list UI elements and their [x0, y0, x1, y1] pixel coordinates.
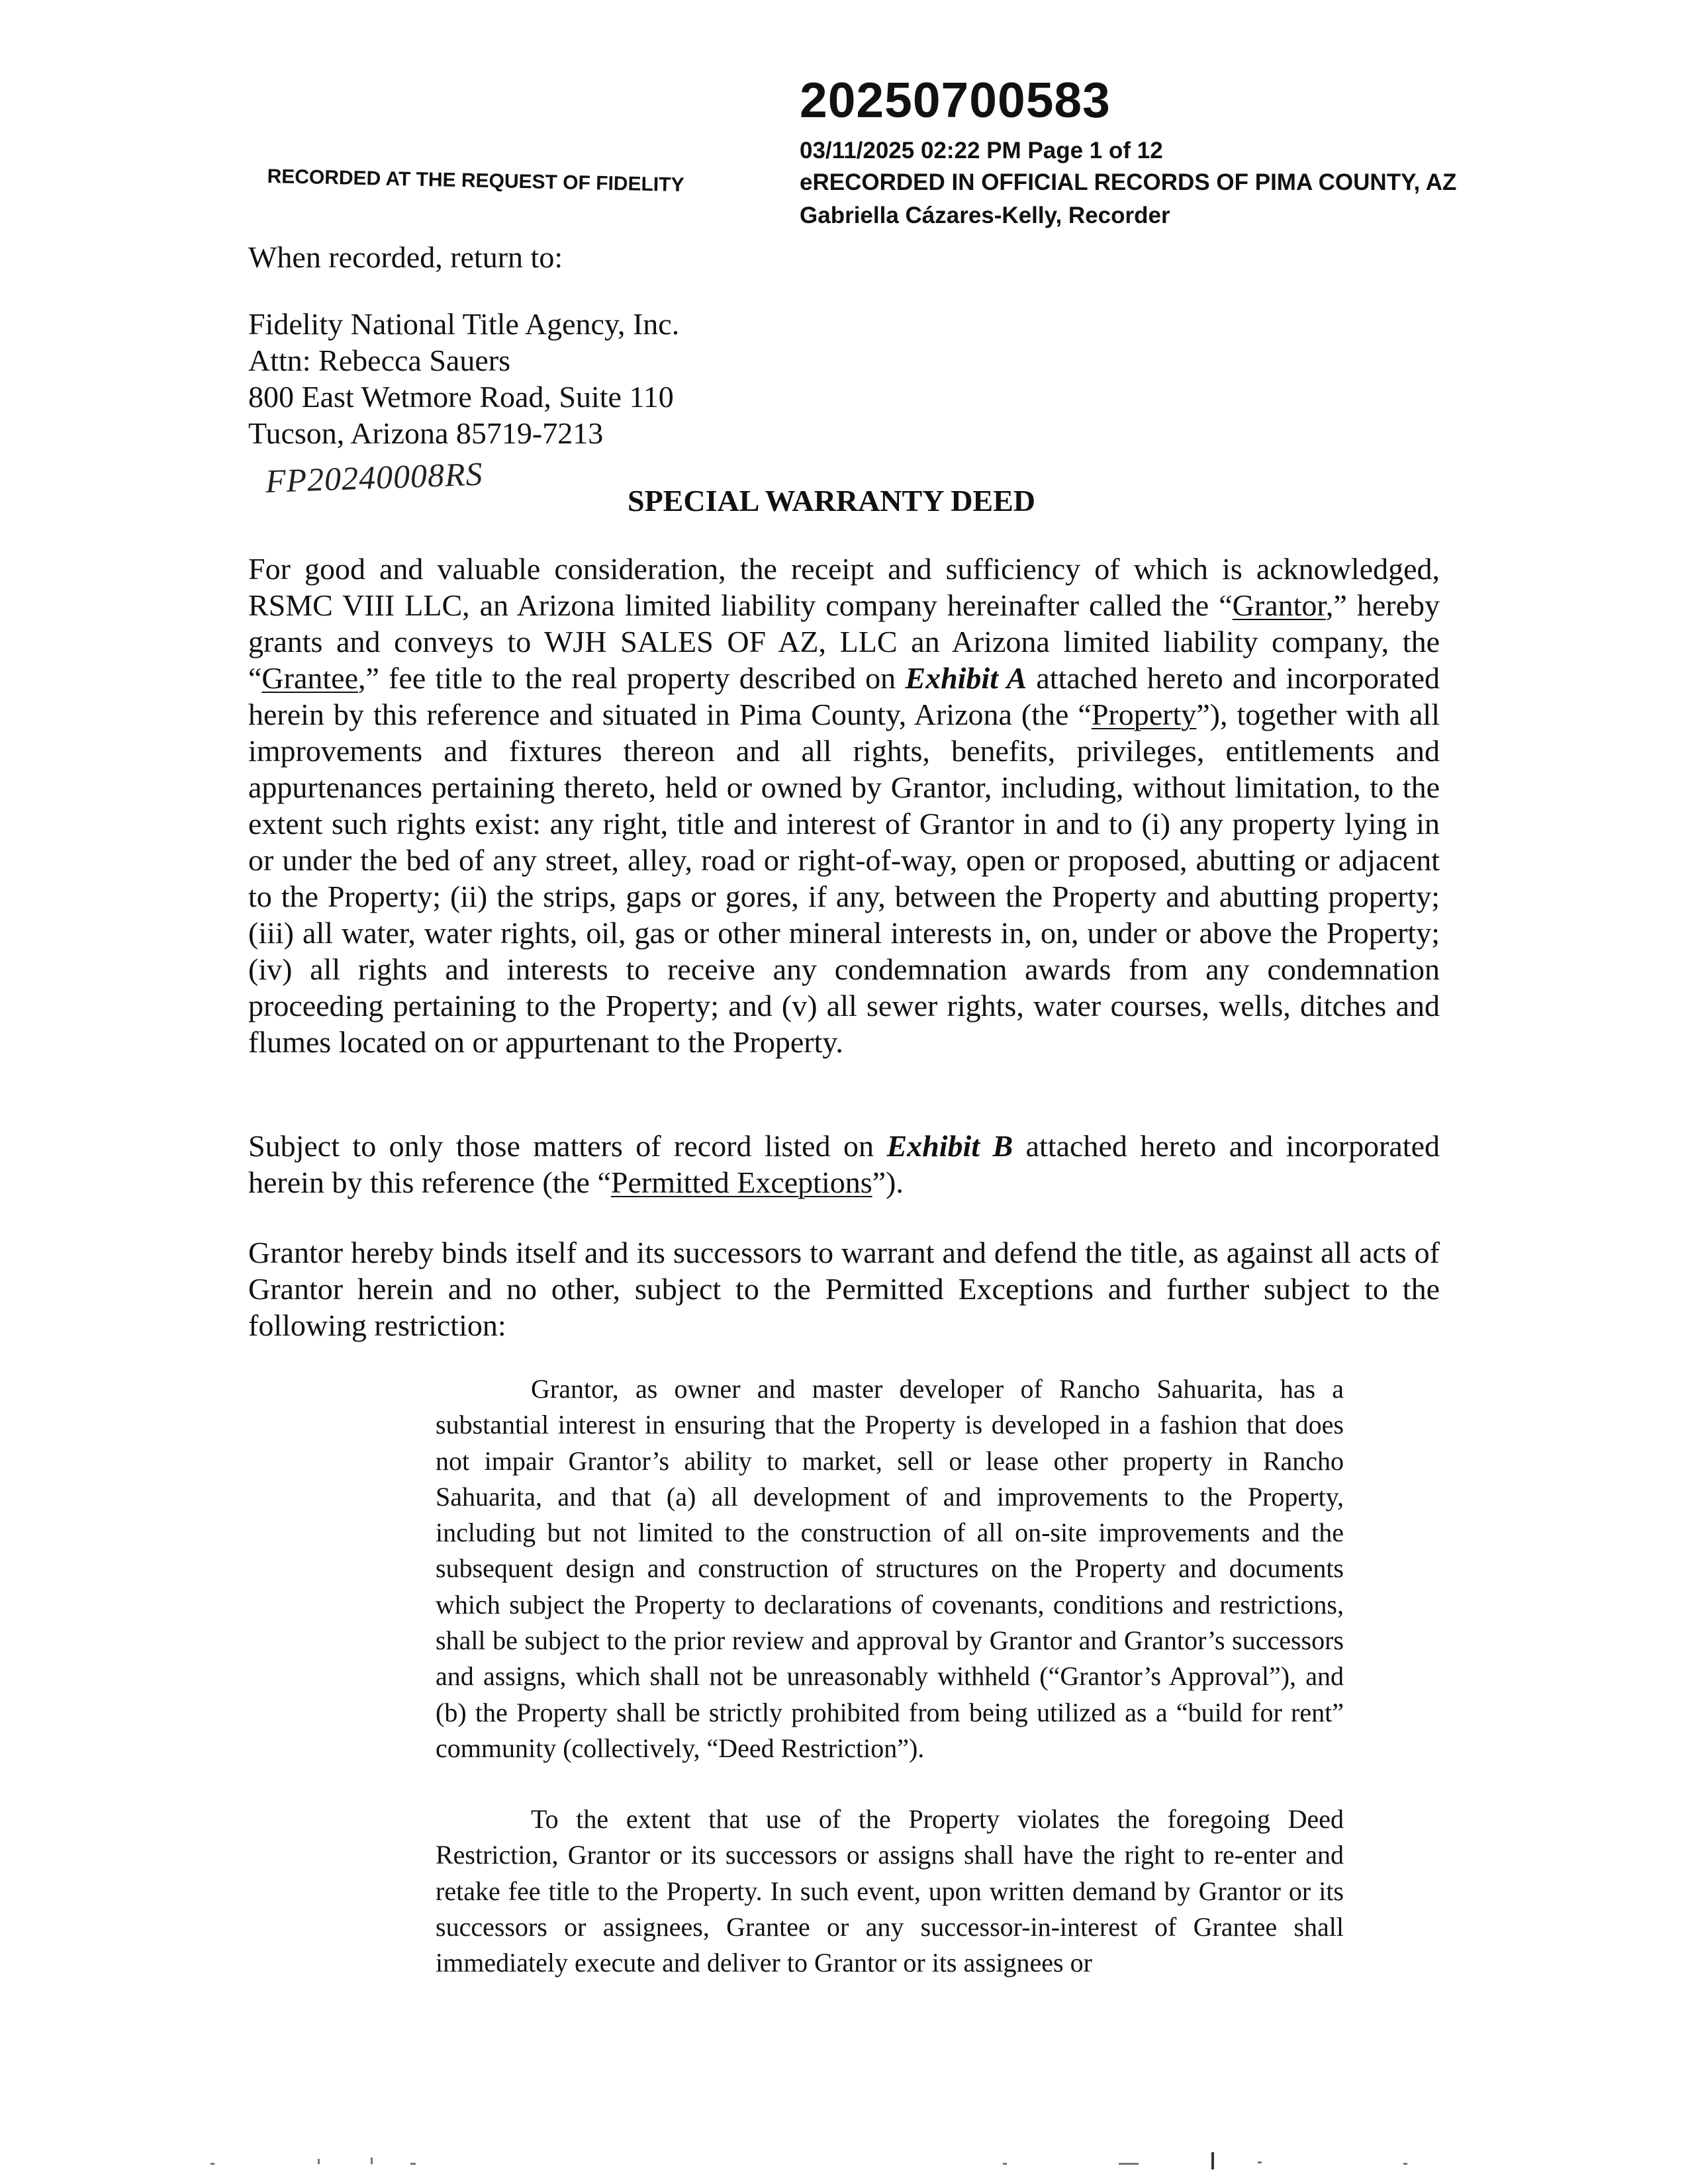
permitted-exceptions-paragraph: Subject to only those matters of record listed on Exhibit B attached hereto and incorporated herein by this reference (the “Permitted Exceptions”).: [248, 1129, 1440, 1199]
recording-office: eRECORDED IN OFFICIAL RECORDS OF PIMA COUNTY, AZ: [800, 169, 1457, 195]
exhibit-b-reference: Exhibit B: [886, 1129, 1013, 1163]
warranty-paragraph: Grantor hereby binds itself and its successors to warrant and defend the title, as against all acts of Grantor herein and no other, subject to the Permitted Exceptions and further subject to the following restriction:: [248, 1236, 1440, 1342]
exhibit-a-reference: Exhibit A: [905, 661, 1027, 695]
conveyance-paragraph: For good and valuable consideration, the receipt and sufficiency of which is acknowledged, RSMC VIII LLC, an Arizona limited liability company hereinafter called the “Grantor,” hereby grants and conveys to WJH SALES OF AZ, LLC an Arizona limited liability company, the “Grantee,” fee title to the real property described on Exhibit A attached hereto and incorporated herein by this reference and situated in Pima County, Arizona (the “Property”), together with all improvements and fixtures thereon and all rights, benefits, privileges, entitlements and appurtenances pertaining thereto, held or owned by Grantor, including, without limitation, to the extent such rights exist: any right, title and interest of Grantor in and to (i) any property lying in or under the bed of any street, alley, road or right-of-way, open or proposed, abutting or adjacent to the Property; (ii) the strips, gaps or gores, if any, between the Property and abutting property; (iii) all water, water rights, oil, gas or other mineral interests in, on, under or above the Property; (iv) all rights and interests to receive any condemnation awards from any condemnation proceeding pertaining to the Property; and (v) all sewer rights, water courses, wells, ditches and flumes located on or appurtenant to the Property.: [248, 552, 1440, 1059]
handwritten-file-number: FP20240008RS: [265, 455, 484, 500]
return-address-line: 800 East Wetmore Road, Suite 110: [248, 380, 674, 414]
deed-restriction-paragraph: Grantor, as owner and master developer of Rancho Sahuarita, has a substantial interest in ensuring that the Property is developed in a fashion that does not impair Grantor’s ability to market, sell or lease other property in Rancho Sahuarita, and that (a) all development of and improvements to the Property, including but not limited to the construction of all on-site improvements and the subsequent design and construction of structures on the Property and documents which subject the Property to declarations of covenants, conditions and restrictions, shall be subject to the prior review and approval by Grantor and Grantor’s successors and assigns, which shall not be unreasonably withheld (“Grantor’s Approval”), and (b) the Property shall be strictly prohibited from being utilized as a “build for rent” community (collectively, “Deed Restriction”).: [436, 1374, 1344, 1763]
recording-date-page: 03/11/2025 02:22 PM Page 1 of 12: [800, 138, 1163, 163]
scan-artifacts: [0, 2151, 1688, 2177]
return-address: [248, 306, 679, 451]
permitted-exceptions-defined-term: Permitted Exceptions: [610, 1165, 872, 1199]
reentry-paragraph: To the extent that use of the Property violates the foregoing Deed Restriction, Grantor or its successors or assigns shall have the right to re-enter and retake fee title to the Property. In such event, upon written demand by Grantor or its successors or assignees, Grantee or any successor-in-interest of Grantee shall immediately execute and deliver to Grantor or its assignees or: [436, 1804, 1344, 1978]
recorded-request-stamp: RECORDED AT THE REQUEST OF FIDELITY: [267, 165, 684, 197]
grantor-defined-term: Grantor: [1232, 588, 1326, 622]
document-title: SPECIAL WARRANTY DEED: [628, 484, 1036, 518]
return-address-line: Tucson, Arizona 85719-7213: [248, 416, 604, 450]
return-to-label: When recorded, return to:: [248, 240, 563, 274]
recording-number: 20250700583: [800, 72, 1111, 128]
grantee-defined-term: Grantee: [261, 661, 358, 695]
return-address-line: Fidelity National Title Agency, Inc.: [248, 307, 680, 341]
property-defined-term: Property: [1091, 698, 1197, 731]
recorder-name: Gabriella Cázares-Kelly, Recorder: [800, 203, 1170, 228]
return-address-line: Attn: Rebecca Sauers: [248, 343, 510, 377]
